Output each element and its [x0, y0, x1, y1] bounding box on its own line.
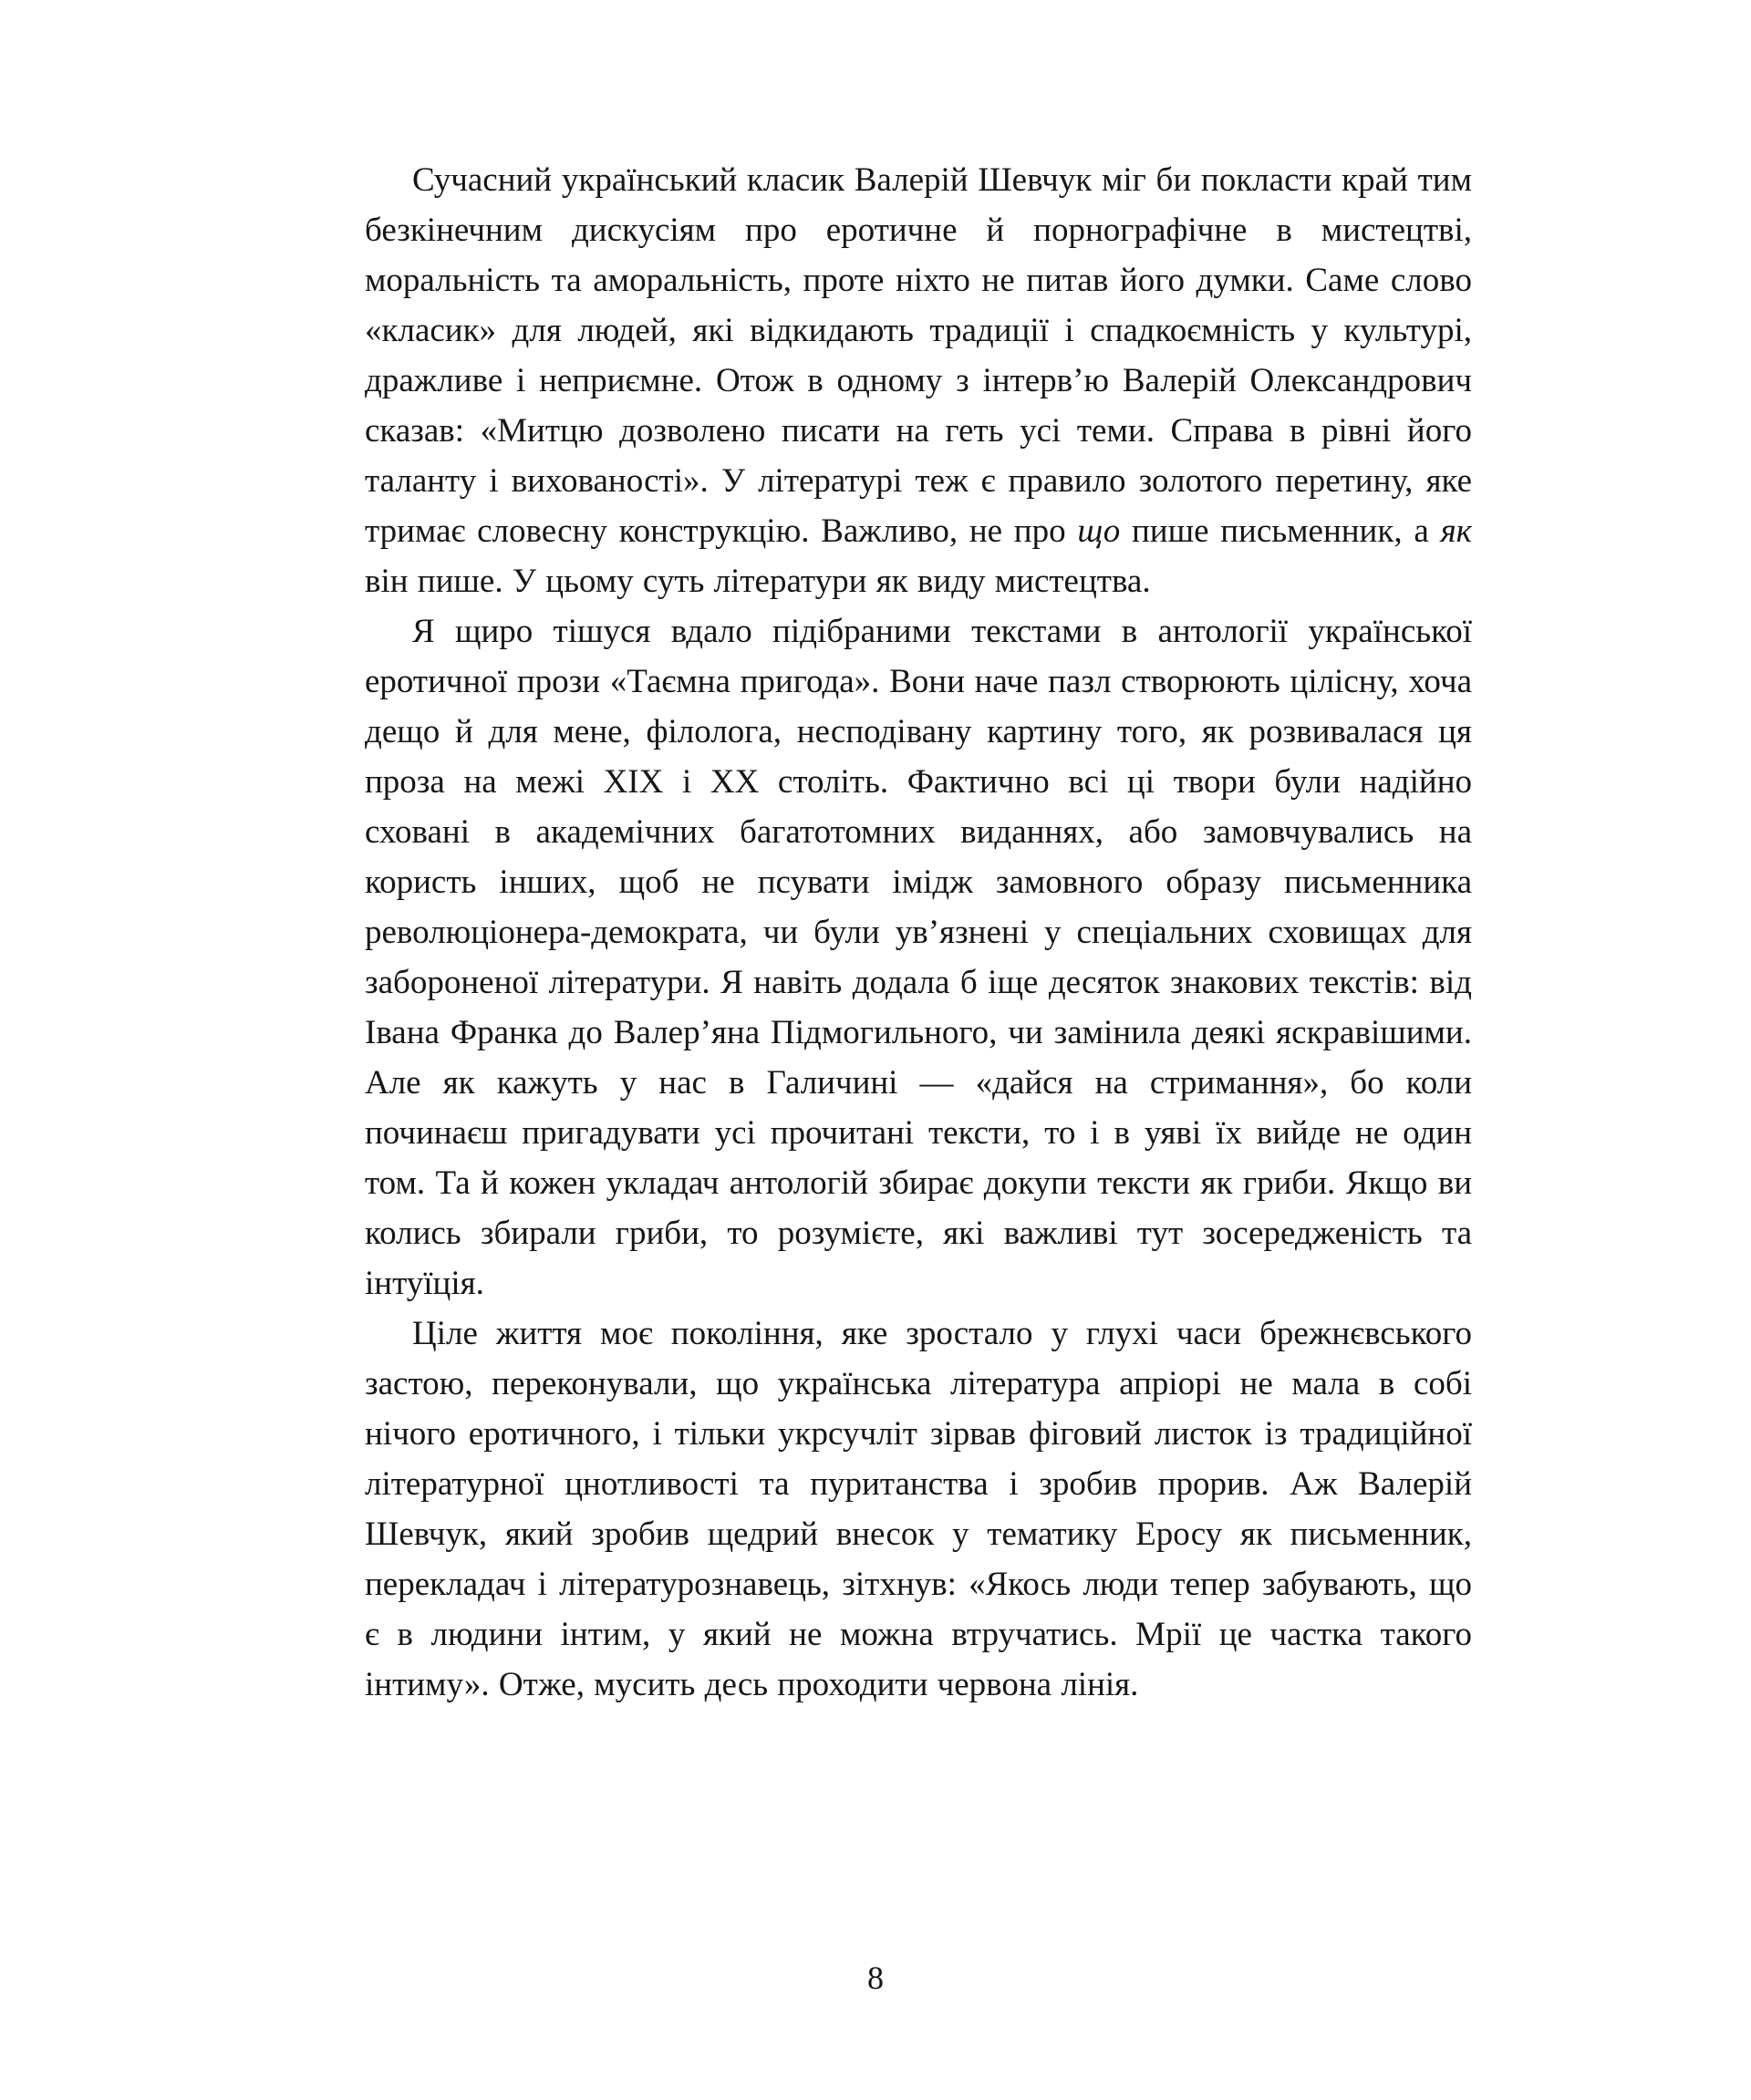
text-segment: Сучасний український класик Валерій Шевчук міг би покласти край тим безкінечним дискусіям про еротичне й порнографічне в мистецтві, моральність та аморальність, проте ніхто не питав його думки. Саме слово «класик» для людей, які відкидають традиції і спадкоємність у культурі, дражливе і неприємне. Отож в одному з інтерв’ю Валерій Олександрович сказав: «Митцю дозволено писати на геть усі теми. Справа в рівні його таланту і вихованості». У літературі теж є правило золотого перетину, яке тримає словесну конструкцію. Важливо, не про: [365, 161, 1472, 550]
emphasized-text: як: [1440, 512, 1472, 550]
text-segment: Ціле життя моє покоління, яке зростало у глухі часи брежнєвського застою, переконували, що українська література апріорі не мала в собі нічого еротичного, і тільки укрсучліт зірвав фіговий листок із традиційної літературної цнотливості та пуританства і зробив прорив. Аж Валерій Шевчук, який зробив щедрий внесок у тематику Еросу як письменник, перекладач і літературознавець, зітхнув: «Якось люди тепер забувають, що є в людини інтим, у який не можна втручатись. Мрії це частка такого інтиму». Отже, мусить десь проходити червона лінія.: [365, 1315, 1472, 1703]
text-segment: він пише. У цьому суть літератури як виду мистецтва.: [365, 563, 1151, 600]
paragraph: [365, 155, 1472, 606]
paragraph: [365, 606, 1472, 1309]
text-segment: Я щиро тішуся вдало підібраними текстами в антології української еротичної прози «Таємна пригода». Вони наче пазл створюють цілісну, хоча дещо й для мене, філолога, несподівану картину того, як розвивалася ця проза на межі XIX і XX століть. Фактично всі ці твори були надійно сховані в академічних багатотомних виданнях, або замовчувались на користь інших, щоб не псувати імідж замовного образу письменника революціонера-демократа, чи були ув’язнені у спеціальних сховищах для забороненої літератури. Я навіть додала б іще десяток знакових текстів: від Івана Франка до Валер’яна Підмогильного, чи замінила деякі яскравішими. Але як кажуть у нас в Галичині — «дайся на стримання», бо коли починаєш пригадувати усі прочитані тексти, то і в уяві їх вийде не один том. Та й кожен укладач антологій збирає докупи тексти як гриби. Якщо ви колись збирали гриби, то розумієте, які важливі тут зосередженість та інтуїція.: [365, 613, 1472, 1302]
text-segment: пише письменник, а: [1120, 512, 1441, 550]
body-text: [365, 155, 1472, 1710]
paragraph: [365, 1309, 1472, 1710]
emphasized-text: що: [1077, 512, 1121, 550]
page-number: 8: [867, 1960, 884, 1996]
